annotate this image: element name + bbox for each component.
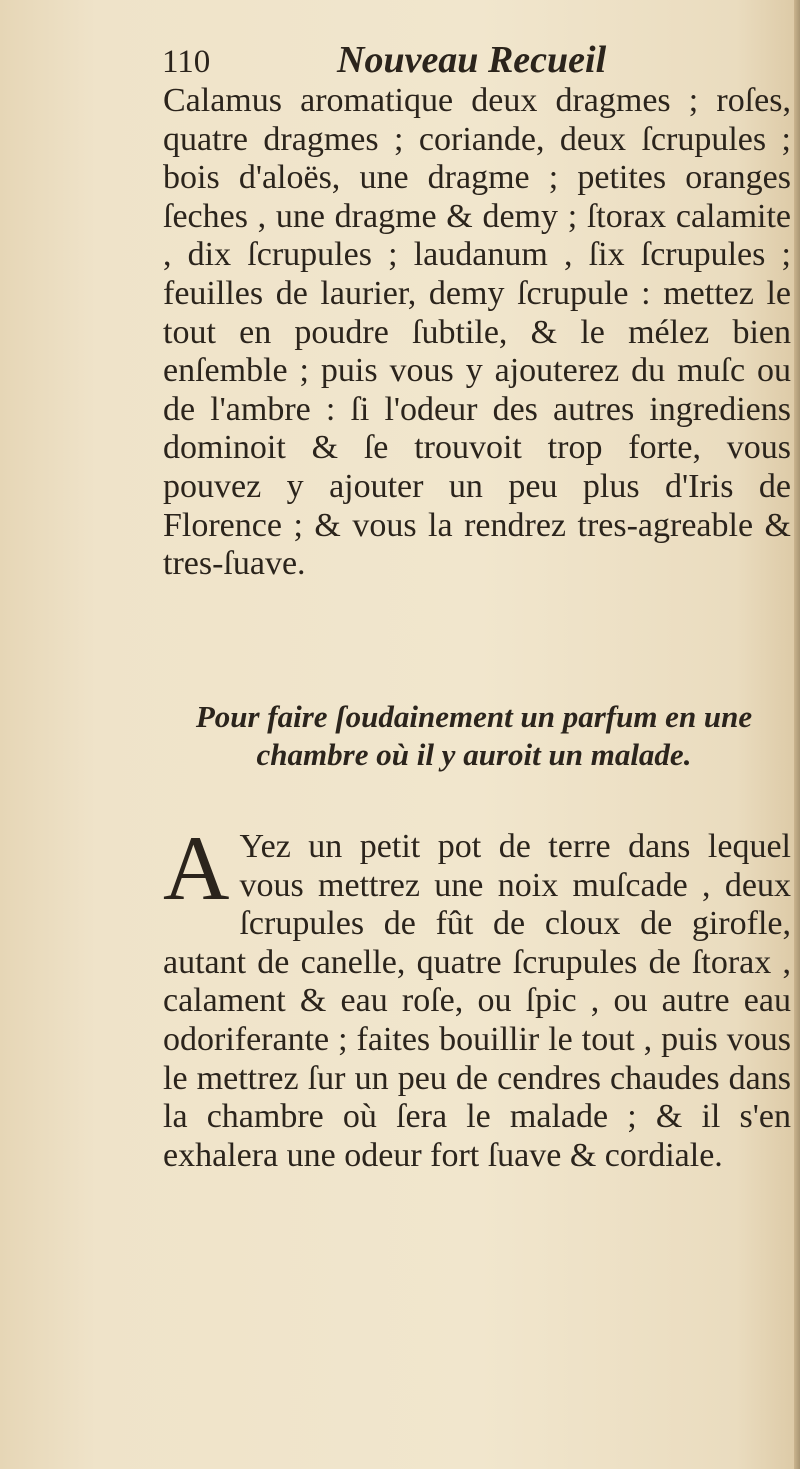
running-title: Nouveau Recueil: [337, 39, 607, 81]
recipe-1-text: Calamus aromatique deux dragmes ; roſes, quatre dragmes ; coriande, deux ſcrupules ; bois d'aloës, une dragme ; petites oranges ſeches , une dragme & demy ; ſtorax calamite , dix ſcrupules ; laudanum , ſix ſcrupules ; feuilles de laurier, demy ſcrupule : mettez le tout en poudre ſubtile, & le mélez bien enſemble ; puis vous y ajouterez du muſc ou de l'ambre : ſi l'odeur des autres ingrediens dominoit & ſe trouvoit trop forte, vous pouvez y ajouter un peu plus d'Iris de Florence ; & vous la rendrez tres-agreable & tres-ſuave.: [163, 82, 791, 583]
recipe-2-body: [163, 817, 791, 1175]
page-number: 110: [162, 44, 211, 80]
page-header: [162, 38, 662, 86]
recipe-2-text: Yez un petit pot de terre dans lequel vous mettrez une noix muſcade , deux ſcrupules de fût de cloux de girofle, autant de canelle, quatre ſcrupules de ſtorax , calament & eau roſe, ou ſpic , ou autre eau odoriferante ; faites bouillir le tout , puis vous le mettrez ſur un peu de cendres chaudes dans la chambre où ſera le malade ; & il s'en exhalera une odeur fort ſuave & cordiale.: [163, 828, 791, 1174]
drop-cap: A: [163, 817, 230, 919]
recipe-2-title: Pour faire ſoudainement un parfum en une chambre où il y auroit un malade.: [195, 699, 753, 772]
